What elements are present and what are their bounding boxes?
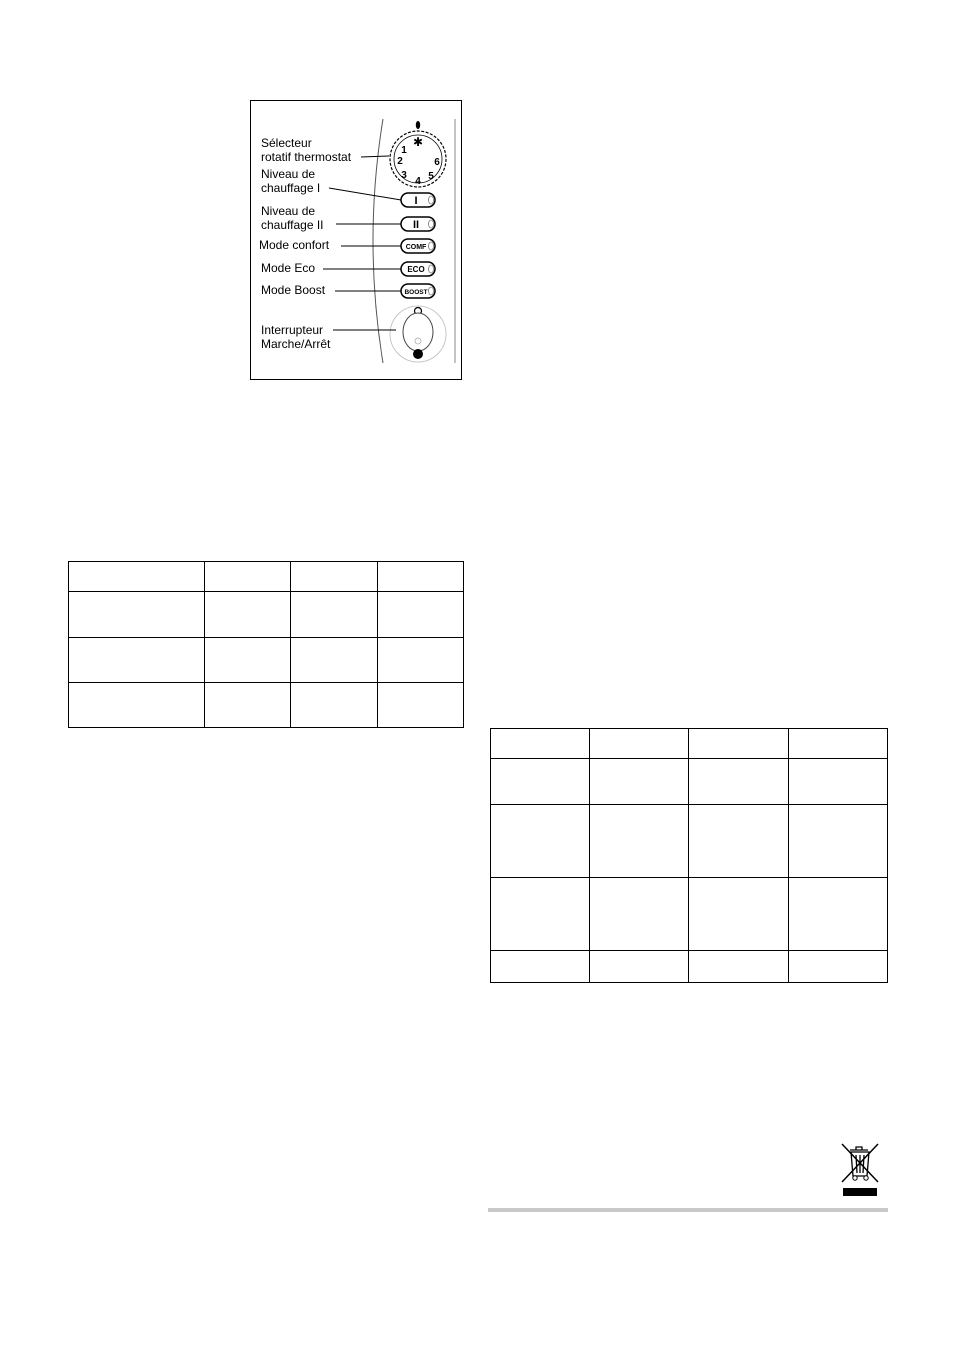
- table-row: [491, 878, 888, 951]
- eco-button[interactable]: [401, 262, 435, 276]
- leader-lines: [323, 156, 401, 330]
- comfort-button[interactable]: [401, 239, 435, 253]
- table-row: [69, 638, 464, 683]
- table-row: [491, 729, 888, 759]
- level1-button-label: I: [414, 195, 418, 207]
- table-row: [69, 683, 464, 728]
- left-table: [68, 561, 464, 728]
- level2-button-label: II: [412, 219, 420, 231]
- dial-number-6: 6: [434, 157, 440, 168]
- level2-button[interactable]: [401, 217, 435, 231]
- frost-symbol-icon: ✱: [412, 135, 424, 149]
- heating-level2-label: Niveau de chauffage II: [261, 204, 324, 232]
- dial-number-2: 2: [397, 156, 403, 167]
- table-row: [491, 759, 888, 805]
- control-panel-figure: [250, 100, 462, 380]
- dial-indicator-mark: [416, 121, 420, 129]
- right-table: [490, 728, 888, 983]
- housing-edge: [373, 119, 383, 363]
- heating-level1-label: Niveau de chauffage I: [261, 167, 321, 195]
- comfort-button-label: COMF: [405, 244, 427, 251]
- dial-number-1: 1: [401, 145, 407, 156]
- boost-button[interactable]: [401, 284, 435, 298]
- table-row: [69, 592, 464, 638]
- dial-number-4: 4: [415, 176, 421, 187]
- table-row: [491, 805, 888, 878]
- switch-knob: [403, 313, 433, 351]
- dial-number-5: 5: [428, 171, 434, 182]
- level1-button[interactable]: [401, 193, 435, 207]
- boost-mode-label: Mode Boost: [261, 283, 326, 297]
- weee-crossed-bin-icon: [838, 1140, 882, 1198]
- eco-button-label: ECO: [407, 265, 425, 274]
- thermostat-dial[interactable]: [390, 121, 446, 187]
- on-position-icon: [413, 349, 423, 359]
- eco-mode-label: Mode Eco: [261, 261, 316, 275]
- comfort-mode-label: Mode confort: [259, 238, 330, 252]
- bottom-divider: [488, 1208, 888, 1212]
- power-switch[interactable]: [390, 306, 446, 362]
- power-switch-label: Interrupteur Marche/Arrêt: [261, 323, 331, 351]
- boost-button-label: BOOST: [404, 289, 428, 296]
- dial-number-3: 3: [401, 170, 407, 181]
- table-row: [491, 951, 888, 983]
- table-row: [69, 562, 464, 592]
- thermostat-label: Sélecteur rotatif thermostat: [261, 136, 352, 164]
